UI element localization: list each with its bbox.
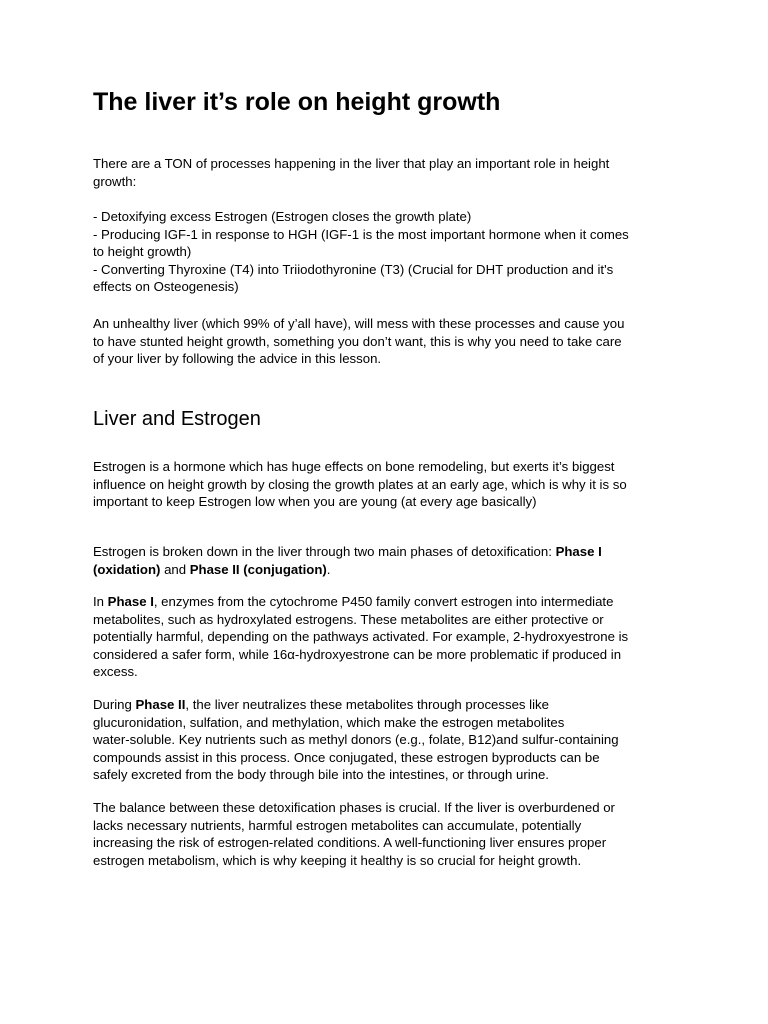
text-line: Estrogen is a hormone which has huge effects on bone remodeling, but exerts it’s biggest: [93, 459, 615, 474]
text-line: compounds assist in this process. Once conjugated, these estrogen byproducts can be: [93, 749, 600, 765]
text-line: [93, 543, 673, 561]
phase-2-paragraph: [93, 696, 673, 784]
bullet-item: - Converting Thyroxine (T4) into Triiodothyronine (T3) (Crucial for DHT production and it's: [93, 261, 614, 277]
text-line: [93, 593, 673, 611]
bullet-item: - Producing IGF-1 in response to HGH (IGF-1 is the most important hormone when it comes: [93, 226, 629, 242]
text-line: metabolites, such as hydroxylated estrogens. These metabolites are either protective or: [93, 611, 604, 627]
text-run: In: [93, 594, 108, 609]
phase-1-paragraph: [93, 593, 673, 681]
bold-text: Phase II: [135, 697, 186, 712]
bullet-item-continued: effects on Osteogenesis): [93, 279, 239, 295]
text-line: of your liver by following the advice in this lesson.: [93, 351, 382, 367]
section-heading-liver-estrogen: Liver and Estrogen: [93, 408, 261, 430]
text-run: , enzymes from the cytochrome P450 family convert estrogen into intermediate: [153, 594, 614, 609]
bullet-list: [93, 208, 673, 296]
text-line: [93, 696, 673, 714]
text-line: An unhealthy liver (which 99% of y’all have), will mess with these processes and cause you: [93, 316, 625, 331]
text-line: glucuronidation, sulfation, and methylation, which make the estrogen metabolites: [93, 714, 565, 730]
bold-text: Phase II (conjugation): [189, 561, 327, 577]
bold-text: Phase I: [555, 544, 602, 559]
bullet-item: - Detoxifying excess Estrogen (Estrogen closes the growth plate): [93, 209, 472, 224]
text-line: [93, 561, 673, 579]
text-line: to have stunted height growth, something you don’t want, this is why you need to take care: [93, 333, 622, 349]
text-line: growth:: [93, 173, 137, 189]
text-line: The balance between these detoxification phases is crucial. If the liver is overburdened or: [93, 800, 615, 815]
text-line: There are a TON of processes happening in the liver that play an important role in height: [93, 156, 610, 171]
text-line: water-soluble. Key nutrients such as methyl donors (e.g., folate, B12)and sulfur-containing: [93, 732, 619, 748]
text-run: During: [93, 697, 136, 712]
text-line: influence on height growth by closing the growth plates at an early age, which is why it is so: [93, 476, 627, 492]
text-run: , the liver neutralizes these metabolites through processes like: [185, 697, 549, 712]
estrogen-intro-paragraph: [93, 458, 673, 511]
text-line: increasing the risk of estrogen-related conditions. A well-functioning liver ensures proper: [93, 835, 607, 851]
balance-paragraph: [93, 799, 673, 869]
bold-text: Phase I: [107, 594, 154, 609]
bold-text: (oxidation): [93, 561, 161, 577]
text-line: excess.: [93, 664, 138, 680]
text-line: safely excreted from the body through bile into the intestines, or through urine.: [93, 767, 549, 783]
page-title: The liver it’s role on height growth: [93, 88, 501, 116]
text-line: important to keep Estrogen low when you are young (at every age basically): [93, 494, 537, 510]
text-line: considered a safer form, while 16α-hydroxyestrone can be more problematic if produced in: [93, 646, 622, 662]
unhealthy-liver-paragraph: [93, 315, 673, 368]
text-run: Estrogen is broken down in the liver through two main phases of detoxification:: [93, 544, 556, 559]
text-line: lacks necessary nutrients, harmful estrogen metabolites can accumulate, potentially: [93, 817, 582, 833]
phases-intro-paragraph: [93, 543, 673, 578]
text-run: .: [326, 561, 331, 577]
intro-paragraph: [93, 155, 673, 190]
bullet-item-continued: to height growth): [93, 244, 192, 260]
text-line: estrogen metabolism, which is why keeping it healthy is so crucial for height growth.: [93, 852, 582, 868]
text-run: and: [160, 561, 190, 577]
text-line: potentially harmful, depending on the pathways activated. For example, 2-hydroxyestrone is: [93, 629, 629, 645]
